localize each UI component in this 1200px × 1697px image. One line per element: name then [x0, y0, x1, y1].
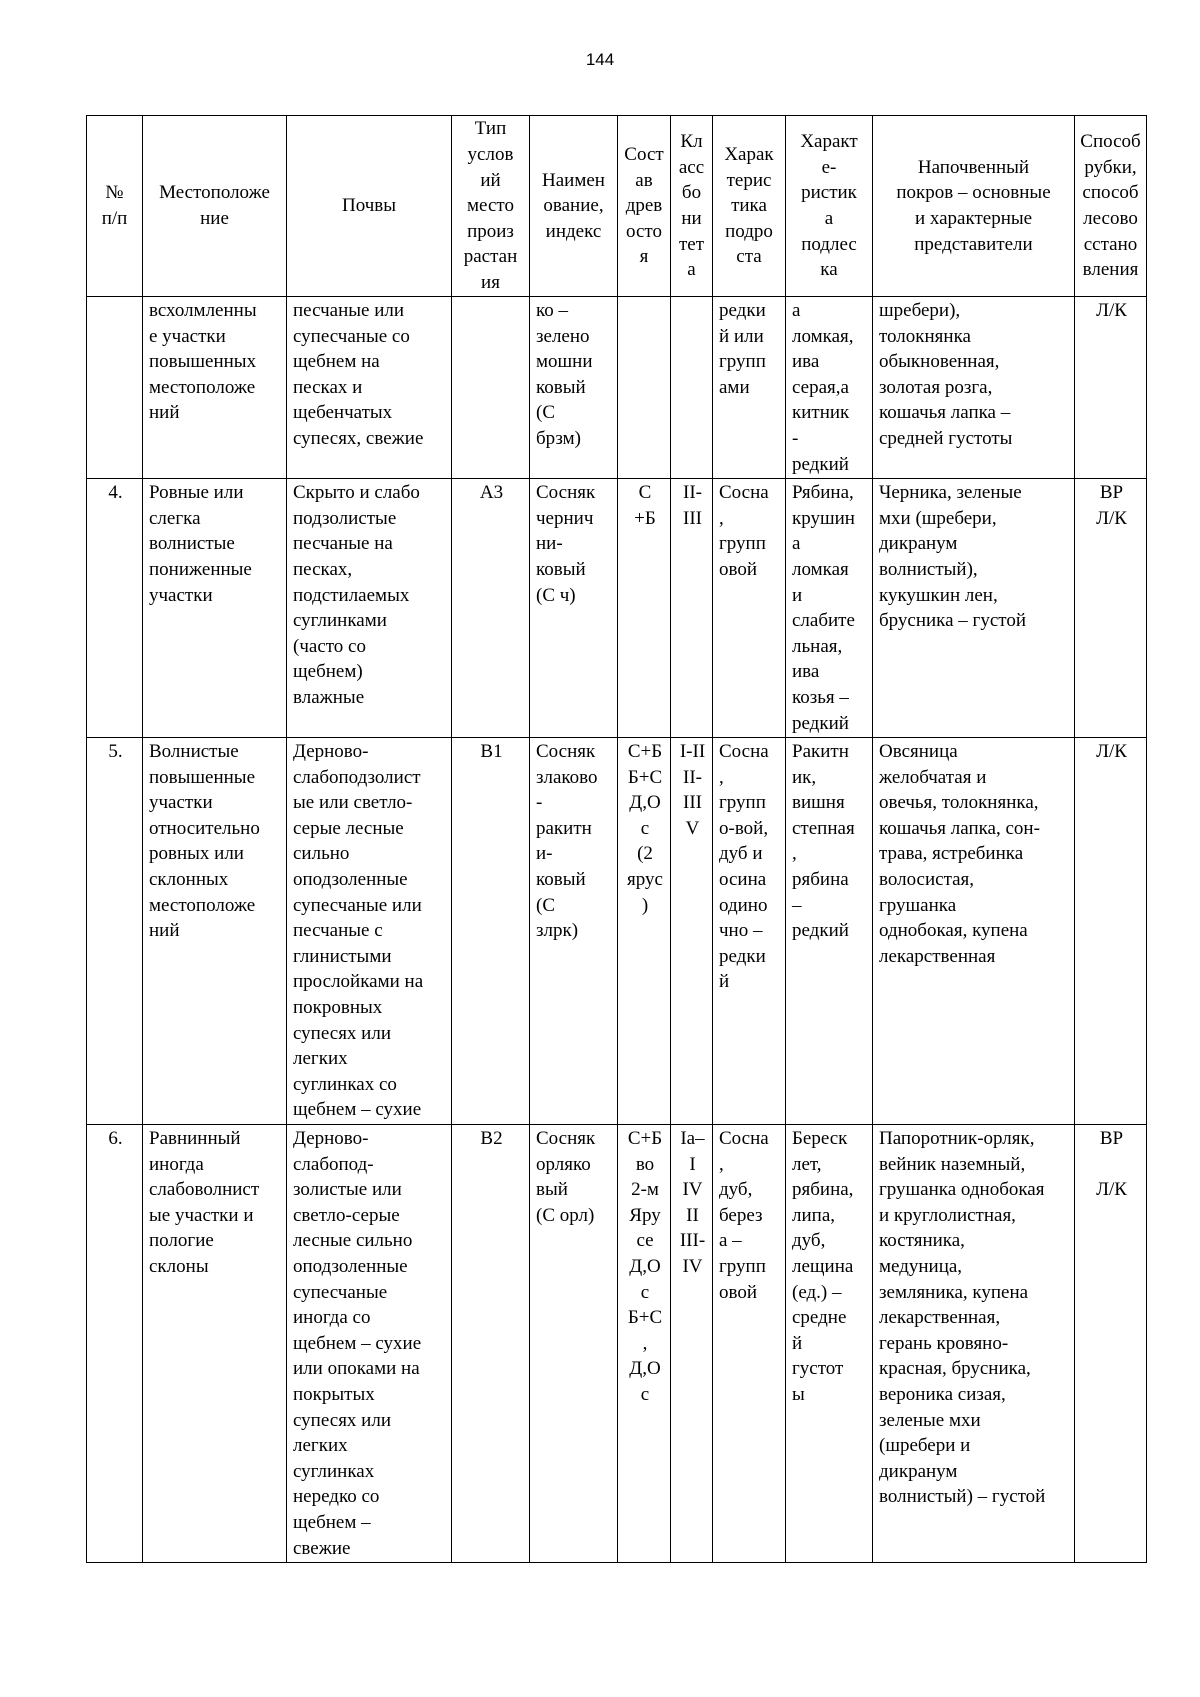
cell-soils: Дерново- слабопод- золистые или светло-серые лесные сильно оподзоленные супесчаные иногда со щебнем – сухие или опоками на покрытых супесях или легких суглинках нередко со щебнем – свежие	[287, 1125, 452, 1563]
cell-habitat-type: В1	[452, 738, 530, 1125]
cell-bonitet-class: II- III	[671, 479, 713, 738]
cell-undergrowth-char: Сосна , групп о-вой, дуб и осина одино чно – редки й	[713, 738, 786, 1125]
cell-name-index: Сосняк чернич ни- ковый (С ч)	[530, 479, 618, 738]
cell-num: 5.	[87, 738, 143, 1125]
cell-undergrowth-char: редки й или групп ами	[713, 297, 786, 479]
cell-underbrush-char: Рябина, крушин а ломкая и слабите льная, ива козья – редкий	[786, 479, 873, 738]
header-name-index: Наимен ование, индекс	[530, 116, 618, 297]
table-row	[87, 1125, 1147, 1563]
forest-types-table	[86, 115, 1147, 1563]
cell-underbrush-char: Береск лет, рябина, липа, дуб, лещина (ед.) – средне й густот ы	[786, 1125, 873, 1563]
cell-ground-cover: Овсяница желобчатая и овечья, толокнянка, кошачья лапка, сон- трава, ястребинка волосистая, грушанка однобокая, купена лекарственная	[873, 738, 1075, 1125]
cell-ground-cover: Черника, зеленые мхи (шребери, дикранум волнистый), кукушкин лен, брусника – густой	[873, 479, 1075, 738]
cell-habitat-type	[452, 297, 530, 479]
cell-composition: С+Б Б+С Д,О с (2 ярус )	[618, 738, 671, 1125]
cell-felling-method: Л/К	[1075, 738, 1147, 1125]
table-row	[87, 479, 1147, 738]
cell-underbrush-char: а ломкая, ива серая,а китник - редкий	[786, 297, 873, 479]
cell-num: 4.	[87, 479, 143, 738]
cell-composition	[618, 297, 671, 479]
cell-location: Волнистые повышенные участки относительно ровных или склонных местоположе ний	[143, 738, 287, 1125]
cell-undergrowth-char: Сосна , дуб, берез а – групп овой	[713, 1125, 786, 1563]
cell-location: Равнинный иногда слабоволнист ые участки и пологие склоны	[143, 1125, 287, 1563]
cell-num: 6.	[87, 1125, 143, 1563]
cell-bonitet-class: Iа– I IV II III- IV	[671, 1125, 713, 1563]
table-row	[87, 297, 1147, 479]
header-location: Местоположе ние	[143, 116, 287, 297]
cell-ground-cover: Папоротник-орляк, вейник наземный, грушанка однобокая и круглолистная, костяника, медуница, земляника, купена лекарственная, герань кровяно- красная, брусника, вероника сизая, зеленые мхи (шребери и дикранум волнистый) – густой	[873, 1125, 1075, 1563]
header-bonitet-class: Кл асс бо ни тет а	[671, 116, 713, 297]
cell-location: Ровные или слегка волнистые пониженные участки	[143, 479, 287, 738]
table-header-row	[87, 116, 1147, 297]
cell-undergrowth-char: Сосна , групп овой	[713, 479, 786, 738]
page-number: 144	[585, 50, 615, 69]
cell-underbrush-char: Ракитн ик, вишня степная , рябина – редкий	[786, 738, 873, 1125]
cell-soils: Дерново- слабоподзолист ые или светло- серые лесные сильно оподзоленные супесчаные или песчаные с глинистыми прослойками на покровных супесях или легких суглинках со щебнем – сухие	[287, 738, 452, 1125]
cell-num	[87, 297, 143, 479]
header-underbrush-char: Характ е- ристик а подлес ка	[786, 116, 873, 297]
cell-composition: С +Б	[618, 479, 671, 738]
cell-bonitet-class: I-II II- III V	[671, 738, 713, 1125]
cell-soils: Скрыто и слабо подзолистые песчаные на песках, подстилаемых суглинками (часто со щебнем) влажные	[287, 479, 452, 738]
table-row	[87, 738, 1147, 1125]
cell-ground-cover: шребери), толокнянка обыкновенная, золотая розга, кошачья лапка – средней густоты	[873, 297, 1075, 479]
header-habitat-type: Тип услов ий место произ растан ия	[452, 116, 530, 297]
header-felling-method: Способ рубки, способ лесово сстано вления	[1075, 116, 1147, 297]
header-soils: Почвы	[287, 116, 452, 297]
cell-name-index: ко – зелено мошни ковый (С брзм)	[530, 297, 618, 479]
cell-name-index: Сосняк злаково - ракитн и- ковый (С злрк)	[530, 738, 618, 1125]
cell-felling-method: ВР Л/К	[1075, 1125, 1147, 1563]
cell-felling-method: Л/К	[1075, 297, 1147, 479]
cell-habitat-type: А3	[452, 479, 530, 738]
cell-felling-method: ВР Л/К	[1075, 479, 1147, 738]
header-composition: Сост ав древ осто я	[618, 116, 671, 297]
cell-composition: С+Б во 2-м Яру се Д,О с Б+С , Д,О с	[618, 1125, 671, 1563]
cell-location: всхолмленны е участки повышенных местоположе ний	[143, 297, 287, 479]
cell-habitat-type: В2	[452, 1125, 530, 1563]
cell-name-index: Сосняк орляко вый (С орл)	[530, 1125, 618, 1563]
cell-soils: песчаные или супесчаные со щебнем на песках и щебенчатых супесях, свежие	[287, 297, 452, 479]
header-num: № п/п	[87, 116, 143, 297]
header-ground-cover: Напочвенный покров – основные и характерные представители	[873, 116, 1075, 297]
header-undergrowth-char: Харак терис тика подро ста	[713, 116, 786, 297]
cell-bonitet-class	[671, 297, 713, 479]
